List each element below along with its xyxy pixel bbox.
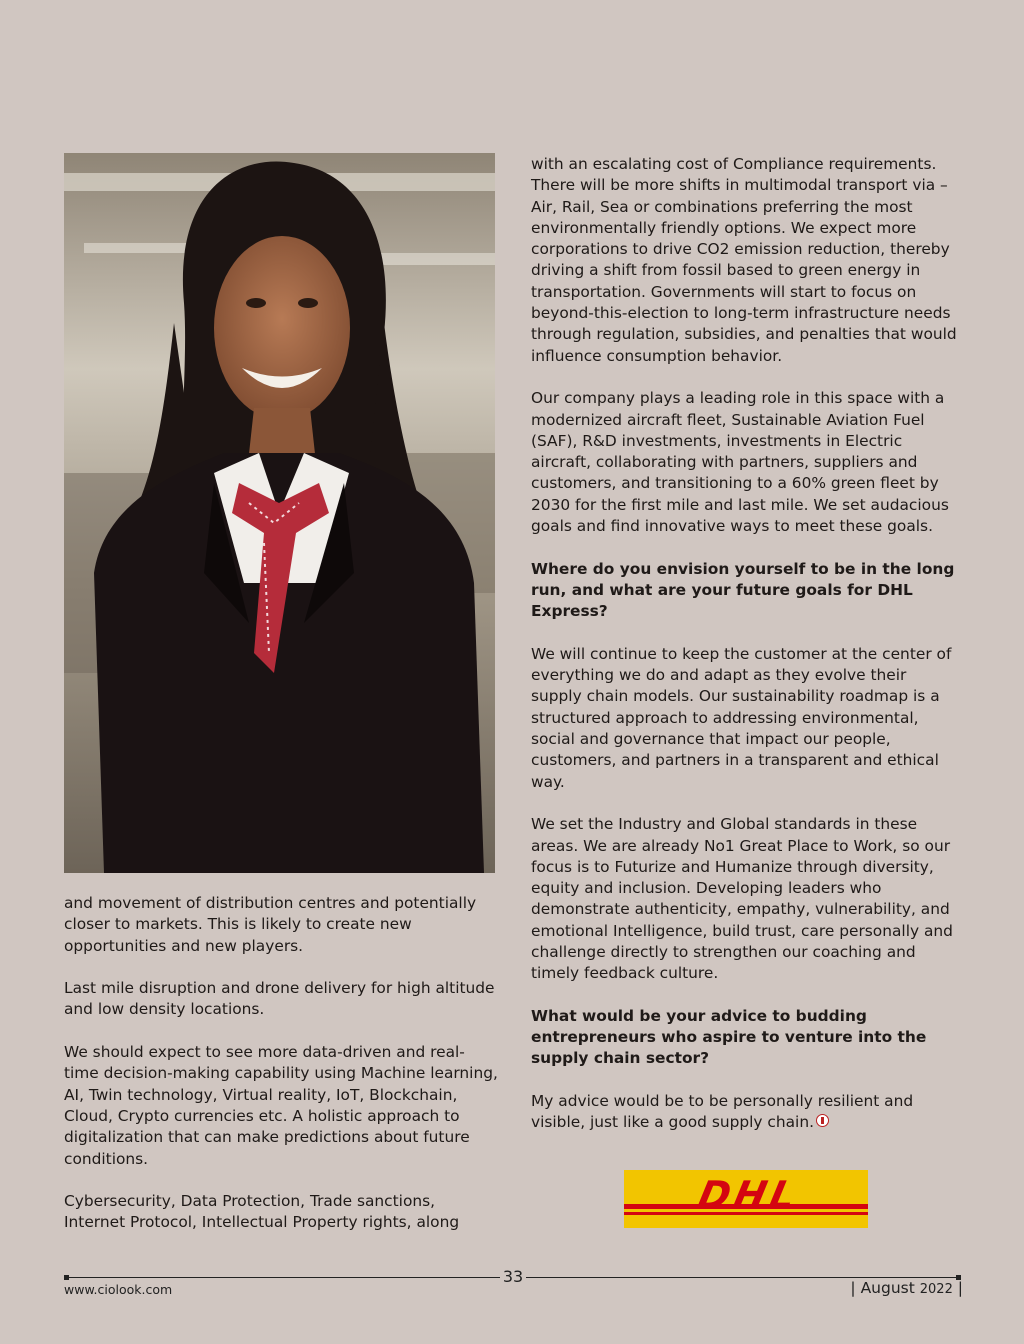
left-text-column [64, 893, 498, 1255]
right-text-column [531, 154, 959, 1155]
issue-date: | August 2022 | [850, 1279, 963, 1297]
left-paragraph: and movement of distribution centres and potentially closer to markets. This is likely to create new opportunities and new players. [64, 894, 477, 955]
interview-question: Where do you envision yourself to be in the long run, and what are your future goals for DHL Express? [531, 559, 955, 621]
left-paragraph: Cybersecurity, Data Protection, Trade sanctions, Internet Protocol, Intellectual Property rights, along [64, 1192, 460, 1232]
body-paragraph: Our company plays a leading role in this space with a modernized aircraft fleet, Sustainable Aviation Fuel (SAF), R&D investments, investments in Electric aircraft, collaborating with partners, suppliers and customers, and transitioning to a 60% green fleet by 2030 for the first mile and last mile. We set audacious goals and find innovative ways to meet these goals. [531, 389, 949, 536]
closing-paragraph [531, 1091, 959, 1134]
issue-month: August [860, 1279, 915, 1297]
footer-rule [64, 1277, 500, 1278]
body-paragraph: We will continue to keep the customer at the center of everything we do and adapt as they evolve their supply chain models. Our sustainability roadmap is a structured approach to addressing environmental, social and governance that impact our people, customers, and partners in a transparent and ethical way. [531, 644, 952, 791]
closing-text: My advice would be to be personally resilient and visible, just like a good supply chain. [531, 1092, 914, 1132]
dhl-logo [624, 1170, 868, 1228]
left-paragraph: We should expect to see more data-driven and real-time decision-making capability using Machine learning, AI, Twin technology, Virtual reality, IoT, Blockchain, Cloud, Crypto currencies etc. A holistic approach to digitalization that can make predictions about future conditions. [64, 1043, 498, 1168]
interview-question: What would be your advice to budding entrepreneurs who aspire to venture into the supply chain sector? [531, 1006, 927, 1068]
body-paragraph: We set the Industry and Global standards in these areas. We are already No1 Great Place to Work, so our focus is to Futurize and Humanize through diversity, equity and inclusion. Developing leaders who demonstrate authenticity, empathy, vulnerability, and emotional Intelligence, build trust, care personally and challenge directly to strengthen our coaching and timely feedback culture. [531, 815, 953, 983]
page-number: 33 [502, 1267, 524, 1286]
website-url: www.ciolook.com [64, 1282, 173, 1297]
left-paragraph: Last mile disruption and drone delivery for high altitude and low density locations. [64, 979, 495, 1019]
logo-text: DHL [694, 1173, 804, 1218]
body-paragraph: with an escalating cost of Compliance requirements. There will be more shifts in multimodal transport via – Air, Rail, Sea or combinations preferring the most environmentally friendly options. We expect more corporations to drive CO2 emission reduction, thereby driving a shift from fossil based to green energy in transportation. Governments will start to focus on beyond-this-election to long-term infrastructure needs through regulation, subsidies, and penalties that would influence consumption behavior. [531, 155, 957, 365]
footer-rule [526, 1277, 960, 1278]
issue-year: 2022 [919, 1282, 953, 1297]
end-of-article-icon [816, 1114, 829, 1127]
portrait-photo [64, 153, 495, 873]
